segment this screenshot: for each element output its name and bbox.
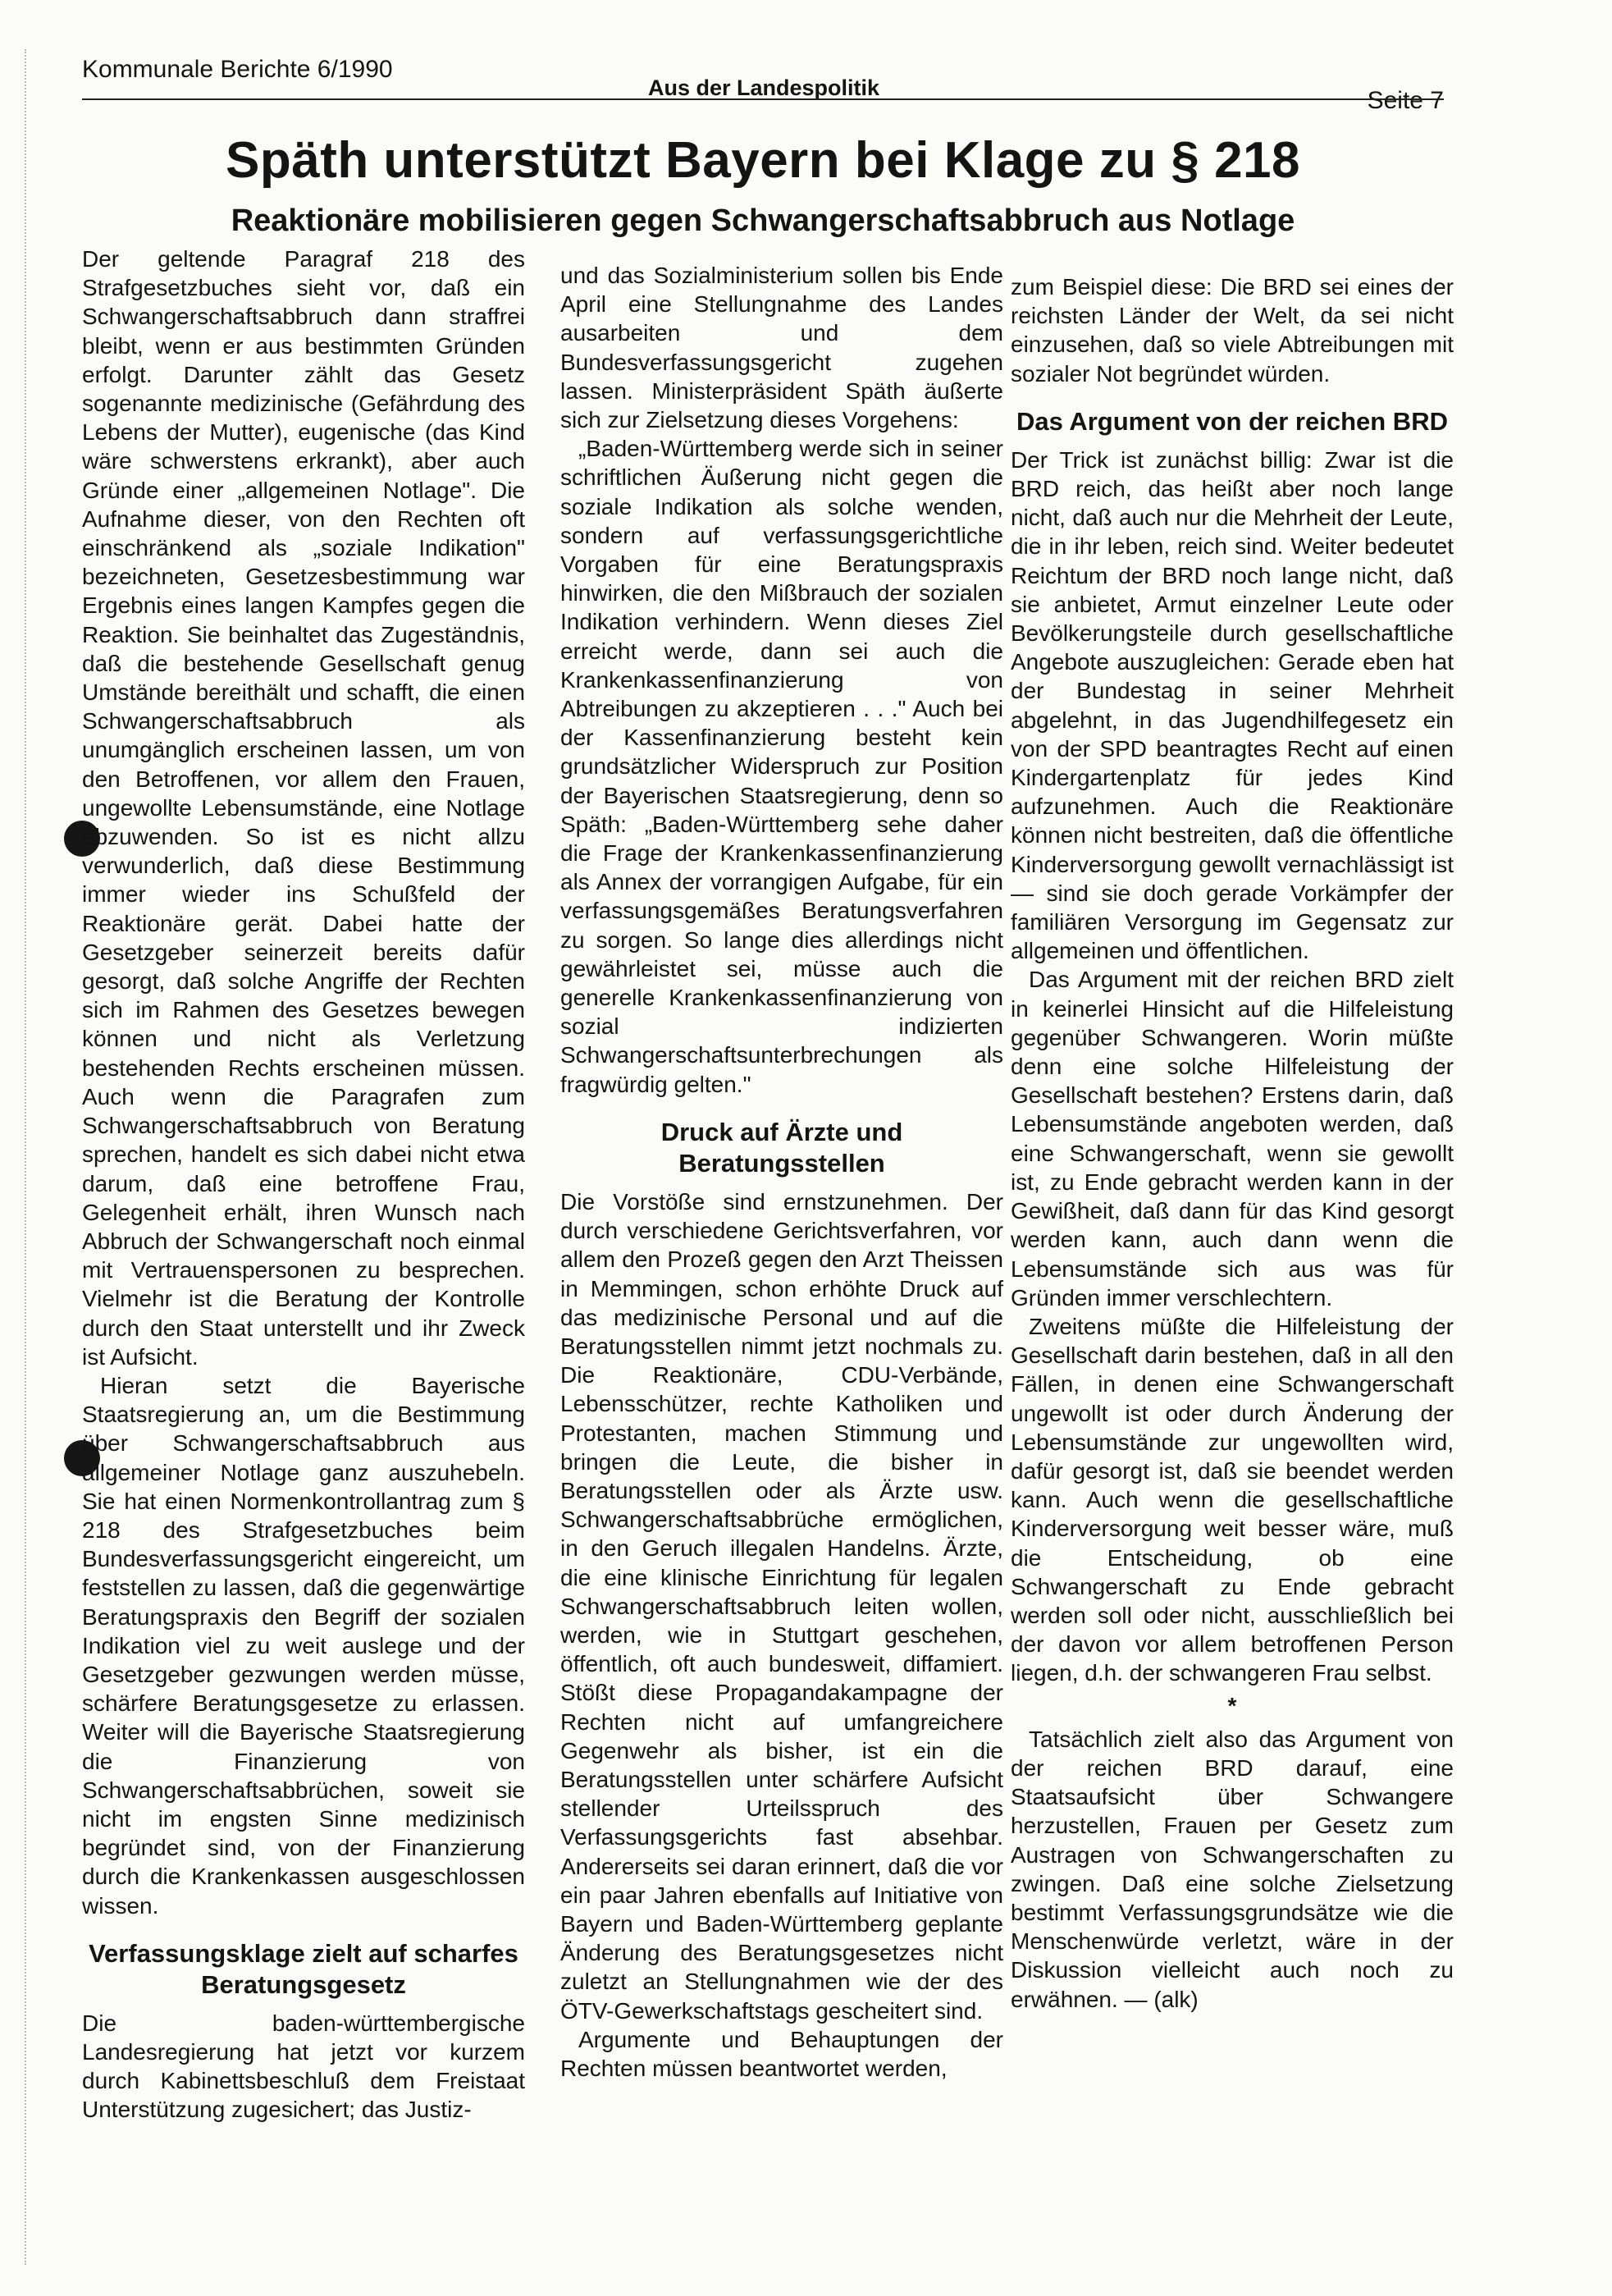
section-heading: Das Argument von der reichen BRD	[1016, 406, 1448, 436]
paragraph: Hieran setzt die Bayerische Staatsregierung an, um die Bestimmung über Schwangerschaftsabbruch aus allgemeiner Notlage ganz auszuhebeln. Sie hat einen Normenkontrollantrag zum § 218 des Strafgesetzbuches beim Bundesverfassungsgericht eingereicht, um feststellen zu lassen, daß die gegenwärtige Beratungspraxis den Begriff der sozialen Indikation viel zu weit auslege und der Gesetzgeber gezwungen werden müsse, schärfere Beratungsgesetze zu erlassen. Weiter will die Bayerische Staatsregierung die Finanzierung von Schwangerschaftsabbrüchen, soweit sie nicht im engsten Sinne medizinisch begründet sind, von der Finanzierung durch die Krankenkassen ausgeschlossen wissen.	[82, 1372, 525, 1919]
column-1	[82, 245, 525, 2124]
paragraph: Die baden-württembergische Landesregierung hat jetzt vor kurzem durch Kabinettsbeschluß dem Freistaat Unterstützung zugesichert; das Justiz-	[82, 2010, 525, 2123]
page-header	[82, 49, 1444, 115]
publication-name: Kommunale Berichte 6/1990	[82, 56, 393, 83]
section-heading: Verfassungsklage zielt auf scharfes Beratungsgesetz	[89, 1938, 518, 1999]
paragraph: Der Trick ist zunächst billig: Zwar ist die BRD reich, das heißt aber noch lange nicht, daß auch nur die Mehrheit der Leute, die in ihr leben, reich sind. Weiter bedeutet Reichtum der BRD noch lange nicht, daß sie anbietet, Armut einzelner Leute oder Bevölkerungsteile durch gesellschaftliche Angebote auszugleichen: Gerade eben hat der Bundestag in seiner Mehrheit abgelehnt, in das Jugendhilfegesetz ein von der SPD beantragtes Recht auf einen Kindergartenplatz für jedes Kind aufzunehmen. Auch die Reaktionäre können nicht bestreiten, daß die öffentliche Kinderversorgung gewollt vernachlässigt ist — sind sie doch gerade Vorkämpfer der familiären Versorgung im Gegensatz zur allgemeinen und öffentlichen.	[1011, 446, 1454, 964]
paragraph: und das Sozialministerium sollen bis Ende April eine Stellungnahme des Landes ausarbeiten und dem Bundesverfassungsgericht zugehen lassen. Ministerpräsident Späth äußerte sich zur Zielsetzung dieses Vorgehens:	[560, 263, 1003, 433]
column-3	[1011, 272, 1454, 2014]
binding-edge	[25, 49, 30, 2265]
page-number: Seite 7	[1367, 87, 1444, 114]
paragraph: Tatsächlich zielt also das Argument von der reichen BRD darauf, eine Staatsaufsicht über Schwangere herzustellen, Frauen per Gesetz zum Austragen von Schwangerschaften zu zwingen. Daß eine solche Zielsetzung bestimmt Verfassungsgrundsätze wie die Menschenwürde verletzt, wäre in der Diskussion vielleicht auch noch zu erwähnen. — (alk)	[1011, 1726, 1454, 2012]
section-separator: *	[1227, 1692, 1237, 1718]
paragraph: zum Beispiel diese: Die BRD sei eines der reichsten Länder der Welt, da sei nicht einzusehen, daß so viele Abtreibungen mit sozialer Not begründet würden.	[1011, 274, 1454, 386]
paragraph: Die Vorstöße sind ernstzunehmen. Der durch verschiedene Gerichtsverfahren, vor allem den Prozeß gegen den Arzt Theissen in Memmingen, schon erhöhte Druck auf das medizinische Personal und auf die Beratungsstellen nimmt jetzt nochmals zu. Die Reaktionäre, CDU-Verbände, Lebensschützer, rechte Katholiken und Protestanten, machen Stimmung und bringen die Leute, die bisher in Beratungsstellen oder als Ärzte usw. Schwangerschaftsabbrüche ermöglichen, in den Geruch illegalen Handelns. Ärzte, die eine klinische Einrichtung für legalen Schwangerschaftsabbruch leiten wollen, werden, wie in Stuttgart geschehen, öffentlich, oft auch bundesweit, diffamiert. Stößt diese Propagandakampagne der Rechten nicht auf umfangreichere Gegenwehr als bisher, ist ein die Beratungsstellen unter schärfere Aufsicht stellender Urteilsspruch des Verfassungsgerichts fast absehbar. Andererseits sei daran erinnert, daß die vor ein paar Jahren ebenfalls auf Initiative von Bayern und Baden-Württemberg geplante Änderung des Beratungsgesetzes nicht zuletzt an Stellungnahmen wie der des ÖTV-Gewerkschaftstags gescheitert sind.	[560, 1188, 1003, 2024]
column-2	[560, 261, 1003, 2083]
header-rule	[82, 98, 1444, 100]
paragraph: Das Argument mit der reichen BRD zielt in keinerlei Hinsicht auf die Hilfeleistung gegenüber Schwangeren. Worin müßte denn eine solche Hilfeleistung der Gesellschaft bestehen? Erstens darin, daß Lebensumstände angeboten werden, daß eine Schwangerschaft, wenn sie gewollt ist, zu Ende gebracht werden kann in der Gewißheit, daß dann für das Kind gesorgt werden kann, auch dann wenn die Lebensumstände sich aus was für Gründen immer verschlechtern.	[1011, 967, 1454, 1310]
paragraph: Der geltende Paragraf 218 des Strafgesetzbuches sieht vor, daß ein Schwangerschaftsabbruch dann straffrei bleibt, wenn er aus bestimmten Gründen erfolgt. Darunter zählt das Gesetz sogenannte medizinische (Gefährdung des Lebens der Mutter), eugenische (das Kind wäre schwerstens erkrankt), aber auch Gründe einer „allgemeinen Notlage". Die Aufnahme dieser, von den Rechten oft einschränkend als „soziale Indikation" bezeichneten, Gesetzesbestimmung war Ergebnis eines langen Kampfes gegen die Reaktion. Sie beinhaltet das Zugeständnis, daß die bestehende Gesellschaft genug Umstände bereithält und schafft, die einen Schwangerschaftsabbruch als unumgänglich erscheinen lassen, um von den Betroffenen, vor allem den Frauen, ungewollte Lebensumstände, eine Notlage abzuwenden. So ist es nicht allzu verwunderlich, daß diese Bestimmung immer wieder ins Schußfeld der Reaktionäre gerät. Dabei hatte der Gesetzgeber seinerzeit bereits dafür gesorgt, daß solche Angriffe der Rechten sich im Rahmen des Gesetzes bewegen können und nicht als Verletzung bestehenden Rechts erscheinen müssen. Auch wenn die Paragrafen zum Schwangerschaftsabbruch von Beratung sprechen, handelt es sich dabei nicht etwa darum, daß eine betroffene Frau, Gelegenheit erhält, ihren Wunsch nach Abbruch der Schwangerschaft noch einmal mit Vertrauenspersonen zu besprechen. Vielmehr ist die Beratung der Kontrolle durch den Staat unterstellt und ihr Zweck ist Aufsicht.	[82, 246, 525, 1370]
section-heading: Druck auf Ärzte und Beratungsstellen	[660, 1117, 903, 1178]
paragraph: Zweitens müßte die Hilfeleistung der Gesellschaft darin bestehen, daß in all den Fällen, in denen eine Schwangerschaft ungewollt ist oder durch Änderung der Lebensumstände zur ungewollten wird, dafür gesorgt ist, daß sie beendet werden kann. Auch wenn die gesellschaftliche Kinderversorgung weit besser wäre, muß die Entscheidung, ob eine Schwangerschaft zu Ende gebracht werden soll oder nicht, ausschließlich bei der davon vor allem betroffenen Person liegen, d.h. der schwangeren Frau selbst.	[1011, 1313, 1454, 1686]
article-title: Späth unterstützt Bayern bei Klage zu § 218	[225, 132, 1301, 189]
paragraph: Argumente und Behauptungen der Rechten müssen beantwortet werden,	[560, 2026, 1003, 2081]
section-name: Aus der Landespolitik	[648, 75, 880, 100]
article-subtitle: Reaktionäre mobilisieren gegen Schwangerschaftsabbruch aus Notlage	[231, 204, 1295, 238]
quote-paragraph: „Baden-Württemberg werde sich in seiner schriftlichen Äußerung nicht gegen die soziale Indikation als solche wenden, sondern auf verfassungsgerichtliche Vorgaben für eine Beratungspraxis hinwirken, die den Mißbrauch der sozialen Indikation verhindern. Wenn dieses Ziel erreicht werde, dann sei auch die Krankenkassenfinanzierung von Abtreibungen zu akzeptieren . . ." Auch bei der Kassenfinanzierung besteht kein grundsätzlicher Widerspruch zur Position der Bayerischen Staatsregierung, denn so Späth: „Baden-Württemberg sehe daher die Frage der Krankenkassenfinanzierung als Annex der vorrangigen Aufgabe, für ein verfassungsgemäßes Beratungsverfahren zu sorgen. So lange dies allerdings nicht gewährleistet sei, müsse auch die generelle Krankenkassenfinanzierung von sozial indizierten Schwangerschaftsunterbrechungen als fragwürdig gelten."	[560, 436, 1003, 1097]
